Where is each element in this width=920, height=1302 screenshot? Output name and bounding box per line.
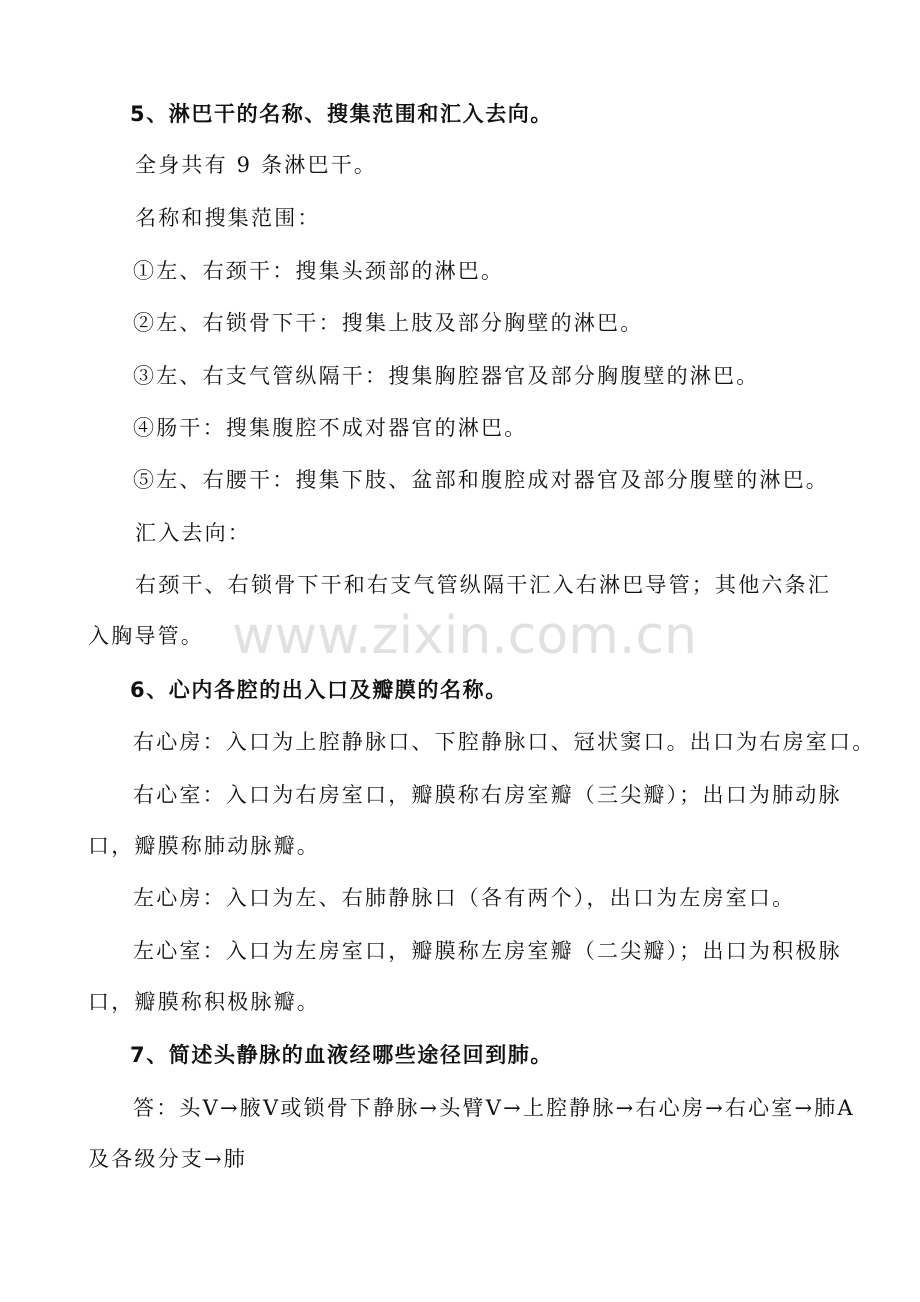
section5-item-3: ③左、右支气管纵隔干：搜集胸腔器官及部分胸腹壁的淋巴。 [133, 364, 760, 388]
section7-answer-1: 答：头V→腋V或锁骨下静脉→头臂V→上腔静脉→右心房→右心室→肺A [133, 1096, 855, 1120]
section7-heading: 7、简述头静脉的血液经哪些途径回到肺。 [130, 1043, 554, 1067]
section5-item-1: ①左、右颈干：搜集头颈部的淋巴。 [133, 259, 505, 283]
section5-line-direction-detail-2: 入胸导管。 [88, 624, 204, 648]
section6-left-atrium: 左心房：入口为左、右肺静脉口（各有两个），出口为左房室口。 [133, 886, 796, 910]
section5-line-direction-detail-1: 右颈干、右锁骨下干和右支气管纵隔干汇入右淋巴导管；其他六条汇 [135, 573, 831, 597]
section5-line-total: 全身共有 9 条淋巴干。 [135, 153, 378, 177]
section5-line-names: 名称和搜集范围： [135, 206, 321, 230]
section6-left-ventricle-2: 口，瓣膜称积极脉瓣。 [88, 990, 320, 1014]
section5-item-4: ④肠干：搜集腹腔不成对器官的淋巴。 [133, 416, 528, 440]
section7-answer-2: 及各级分支→肺 [88, 1147, 247, 1171]
section6-right-ventricle-1: 右心室：入口为右房室口，瓣膜称右房室瓣（三尖瓣）；出口为肺动脉 [133, 783, 842, 807]
section6-right-atrium: 右心房：入口为上腔静脉口、下腔静脉口、冠状窦口。出口为右房室口。 [133, 730, 876, 754]
section6-heading: 6、心内各腔的出入口及瓣膜的名称。 [130, 678, 508, 702]
watermark-text: www.zixin.com.cn [232, 606, 697, 666]
section5-item-2: ②左、右锁骨下干：搜集上肢及部分胸壁的淋巴。 [133, 311, 644, 335]
section6-left-ventricle-1: 左心室：入口为左房室口，瓣膜称左房室瓣（二尖瓣）；出口为积极脉 [133, 939, 842, 963]
section5-heading: 5、淋巴干的名称、搜集范围和汇入去向。 [130, 102, 554, 126]
section5-item-5: ⑤左、右腰干：搜集下肢、盆部和腹腔成对器官及部分腹壁的淋巴。 [133, 468, 829, 492]
section6-right-ventricle-2: 口，瓣膜称肺动脉瓣。 [88, 834, 320, 858]
section5-line-direction: 汇入去向： [135, 521, 251, 545]
